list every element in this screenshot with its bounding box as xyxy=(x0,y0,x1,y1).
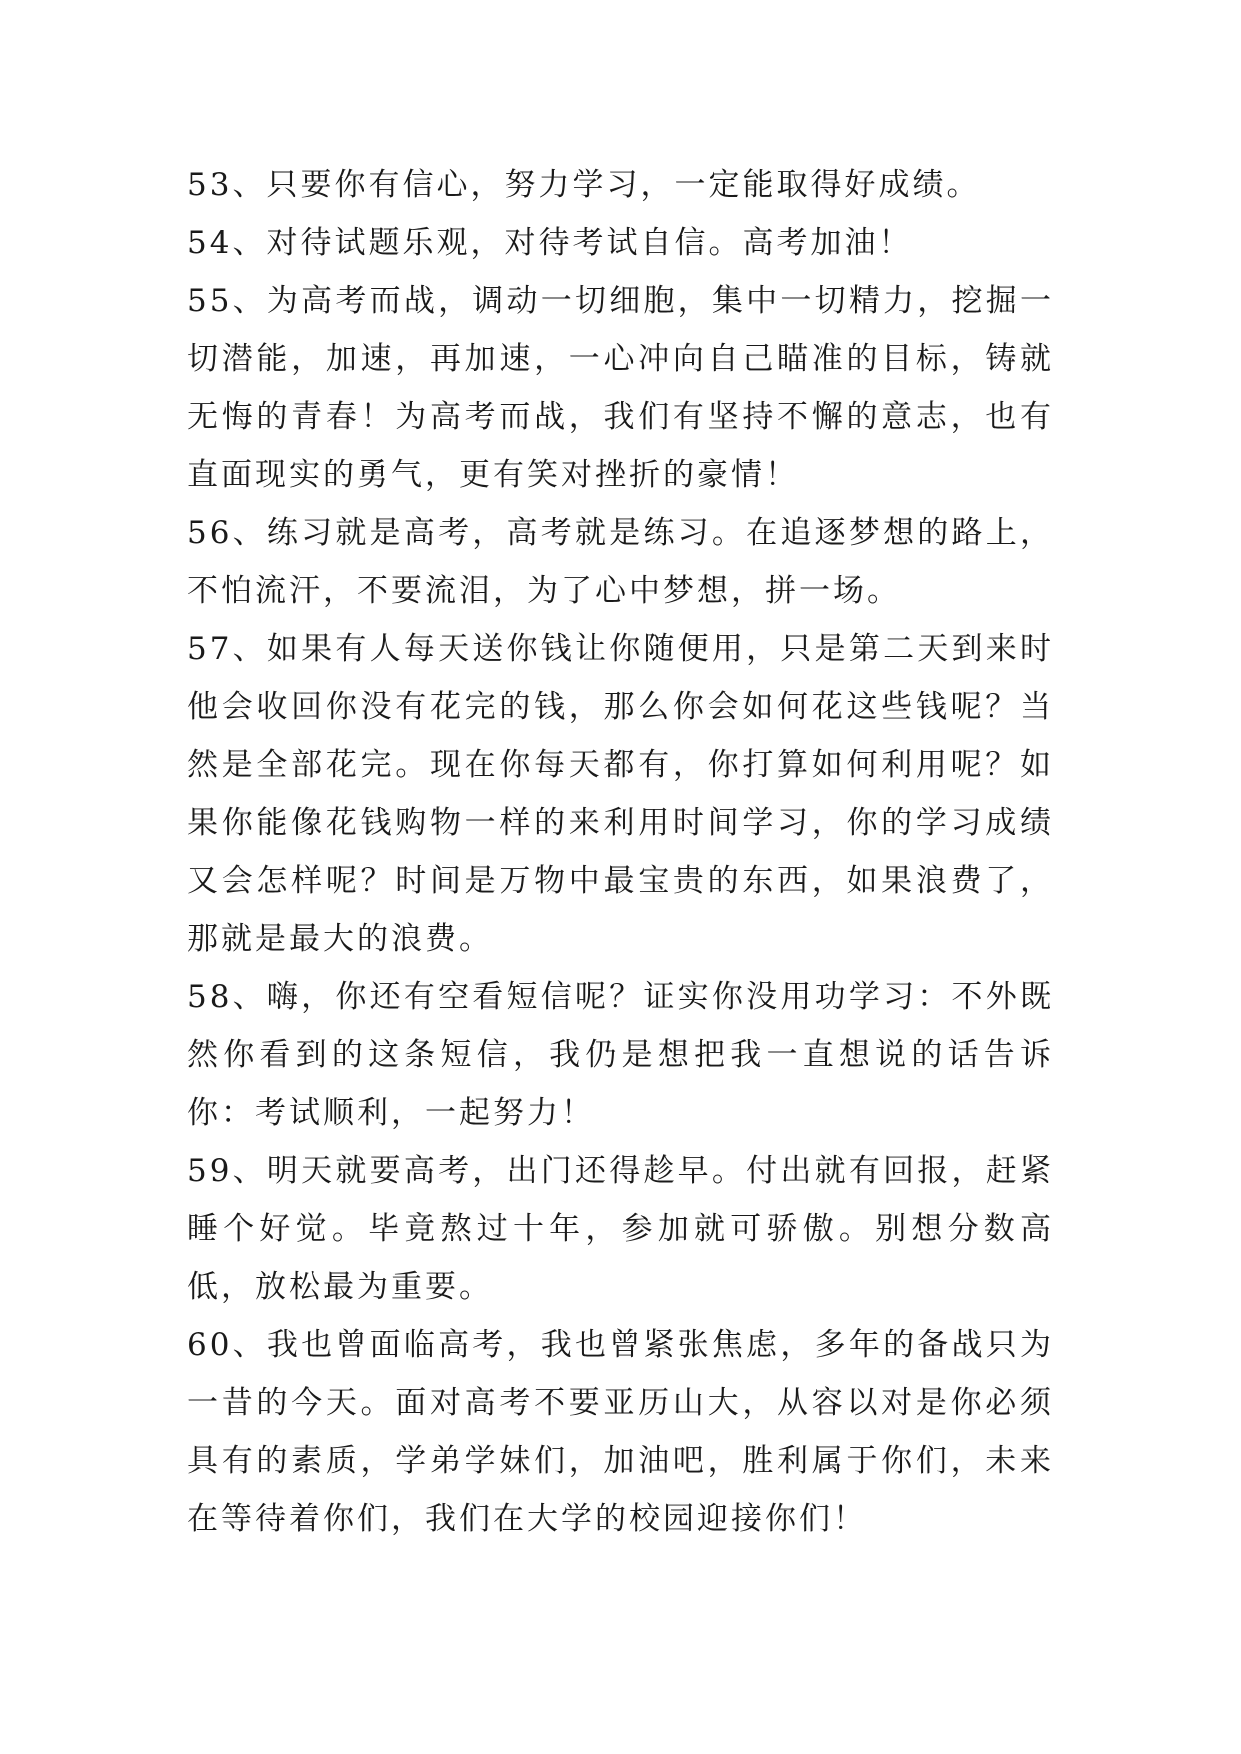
entry-54: 54、对待试题乐观，对待考试自信。高考加油！ xyxy=(187,225,913,261)
entry-53: 53、只要你有信心，努力学习，一定能取得好成绩。 xyxy=(187,167,981,203)
entry-60: 60、我也曾面临高考，我也曾紧张焦虑，多年的备战只为一昔的今天。面对高考不要亚历山大，从容以对是你必须具有的素质，学弟学妹们，加油吧，胜利属于你们，未来在等待着你们，我们在大学的校园迎接你们！ xyxy=(187,1327,1054,1537)
entry-55: 55、为高考而战，调动一切细胞，集中一切精力，挖掘一切潜能，加速，再加速，一心冲向自己瞄准的目标，铸就无悔的青春！为高考而战，我们有坚持不懈的意志，也有直面现实的勇气，更有笑对挫折的豪情！ xyxy=(187,283,1054,493)
entry-59: 59、明天就要高考，出门还得趁早。付出就有回报，赶紧睡个好觉。毕竟熬过十年，参加就可骄傲。别想分数高低，放松最为重要。 xyxy=(187,1153,1054,1305)
entry-57: 57、如果有人每天送你钱让你随便用，只是第二天到来时他会收回你没有花完的钱，那么你会如何花这些钱呢？当然是全部花完。现在你每天都有，你打算如何利用呢？如果你能像花钱购物一样的来利用时间学习，你的学习成绩又会怎样呢？时间是万物中最宝贵的东西，如果浪费了，那就是最大的浪费。 xyxy=(187,631,1054,957)
entry-58: 58、嗨，你还有空看短信呢？证实你没用功学习：不外既然你看到的这条短信，我仍是想把我一直想说的话告诉你：考试顺利，一起努力！ xyxy=(187,979,1054,1131)
entry-56: 56、练习就是高考，高考就是练习。在追逐梦想的路上，不怕流汗，不要流泪，为了心中梦想，拼一场。 xyxy=(187,515,1054,609)
document-body xyxy=(187,156,1054,1548)
